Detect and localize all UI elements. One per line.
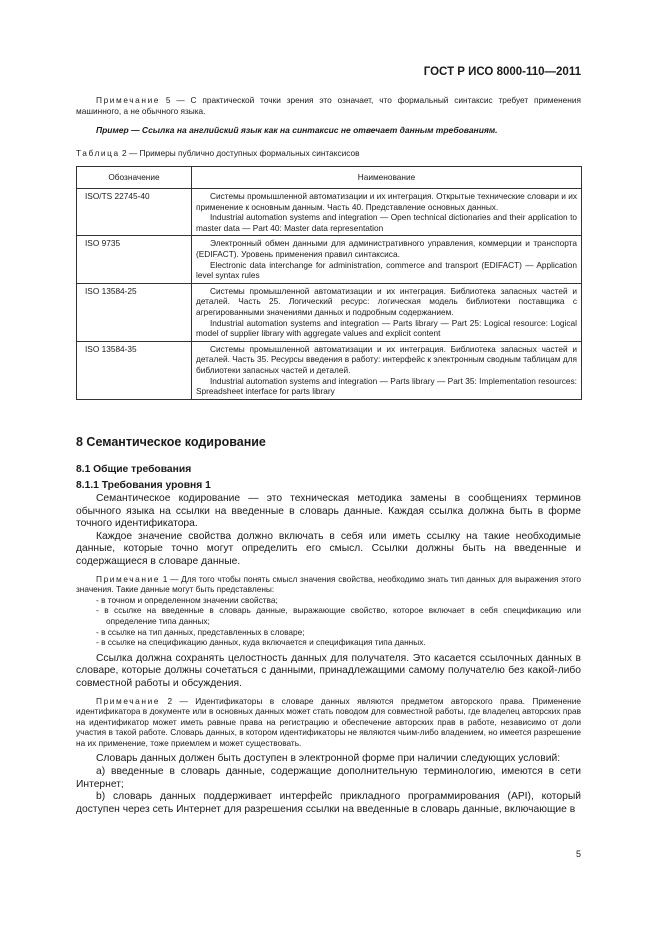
title-en: Industrial automation systems and integration — Open technical dictionaries and their application to master data — Part 40: Master data representation [196, 212, 577, 233]
paragraph: b) словарь данных поддерживает интерфейс прикладного программирования (API), который доступен через сеть Интернет для разрешения ссылки на введенные в словарь данные, включающие в [76, 791, 581, 815]
table-cell-code: ISO 13584-35 [77, 341, 192, 399]
list-item: - в ссылке на введенные в словарь данные, выражающие свойство, которое включает в себя спецификацию или определение типа данных; [96, 605, 581, 626]
table-cell-code: ISO/TS 22745-40 [77, 189, 192, 236]
note-text: 5 — С практической точки зрения это означает, что формальный синтаксис требует применения машинного, а не обычного языка. [76, 95, 581, 116]
table-caption-text: 2 — Примеры публично доступных формальных синтаксисов [119, 148, 360, 158]
table-header-code: Обозначение [77, 167, 192, 189]
note-label: Примечание [96, 573, 161, 584]
table-header-row [77, 167, 582, 189]
table-row [77, 283, 582, 341]
document-header: ГОСТ Р ИСО 8000-110—2011 [423, 66, 581, 78]
title-ru: Системы промышленной автоматизации и их интеграция. Библиотека запасных частей и деталей. Часть 35. Ресурсы введения в работу: интерфейс к электронным сводным таблицам для библиотеки запасных частей и деталей. [196, 343, 577, 375]
note-2 [76, 696, 581, 749]
note-5 [76, 95, 581, 116]
table-cell-name [192, 283, 582, 341]
list-item: - в ссылке на тип данных, представленных в словаре; [96, 626, 305, 637]
table-cell-name [192, 341, 582, 399]
page-number: 5 [575, 849, 581, 859]
paragraph: Словарь данных должен быть доступен в электронной форме при наличии следующих условий: [96, 753, 561, 765]
title-ru: Системы промышленной автоматизации и их интеграция. Библиотека запасных частей и деталей. Часть 25. Логический ресурс: логическая модель библиотеки поставщика с агрегированными значениями данных и подробным содержанием. [196, 285, 577, 317]
table-row [77, 341, 582, 399]
paragraph: а) введенные в словарь данные, содержащие дополнительную терминологию, имеются в сети Интернет; [76, 766, 581, 790]
section-8-heading: 8 Семантическое кодирование [76, 435, 266, 449]
note-label: Примечание [96, 95, 161, 105]
paragraph: Семантическое кодирование — это техническая методика замены в сообщениях терминов обычного языка на ссылки на введенные в словарь данные. Каждая ссылка должна быть в форме точного идентификатора. [76, 493, 581, 530]
paragraph: Ссылка должна сохранять целостность данных для получателя. Это касается ссылочных данных в словаре, которые должны сочетаться с данными, принадлежащими самому получателю без какой-либо совместной работы и обсуждения. [76, 652, 581, 689]
section-8-1-1-heading: 8.1.1 Требования уровня 1 [76, 480, 211, 491]
table-caption-label: Таблица [76, 148, 120, 158]
table-cell-name [192, 189, 582, 236]
table-row [77, 189, 582, 236]
section-8-1-heading: 8.1 Общие требования [76, 464, 192, 475]
body-text-block [76, 493, 581, 816]
list-item: - в точном и определенном значении свойства; [96, 594, 278, 605]
title-ru: Электронный обмен данными для административного управления, коммерции и транспорта (EDIFACT). Уровень применения правил синтаксиса. [196, 238, 577, 259]
title-en: Industrial automation systems and integration — Parts library — Part 25: Logical resource: Logical model of supplier library with aggregate values and explicit content [196, 317, 577, 339]
table-row [77, 236, 582, 283]
table-header-name: Наименование [192, 167, 582, 189]
title-en: Electronic data interchange for administration, commerce and transport (EDIFACT) — Application level syntax rules [196, 259, 577, 281]
example-line [76, 125, 581, 136]
table-cell-code: ISO 13584-25 [77, 283, 192, 341]
paragraph: Каждое значение свойства должно включать в себя или иметь ссылку на такие необходимые данные, которые точно могут определить его смысл. Ссылки должны быть на введенные и содержащиеся в словаре данные. [76, 530, 581, 567]
note-text: 2 — Идентификаторы в словаре данных являются предметом авторского права. Применение идентификатора в документе или в основных данных может стать поводом для совместной работы, где владелец авторских прав на идентификатор может иметь равные права на регистрацию и обеспечение авторских прав в работе, независимо от доли участия в такой работе. Словарь данных, в котором идентификаторы не являются чьим-либо владением, но имеется разрешение на их применение, тоже приемлем и может существовать. [76, 695, 581, 748]
note-label: Примечание [96, 695, 161, 706]
table-cell-code: ISO 9735 [77, 236, 192, 283]
note-1 [76, 574, 581, 648]
example-text: Пример — Ссылка на английский язык как на синтаксис не отвечает данным требованиям. [96, 125, 498, 135]
title-en: Industrial automation systems and integration — Parts library — Part 35: Implementation resources: Spreadsheet interface for parts library [196, 375, 577, 397]
note-text: 1 — Для того чтобы понять смысл значения свойства, необходимо знать тип данных для выражения этого значения. Такие данные могут быть представлены: [76, 573, 581, 595]
list-item: - в ссылке на спецификацию данных, куда включается и спецификация типа данных. [96, 637, 426, 648]
note-1-list [76, 595, 581, 648]
syntax-table [76, 166, 582, 400]
title-ru: Системы промышленной автоматизации и их интеграция. Открытые технические словари и их применение к основным данным. Часть 40. Представление основных данных. [196, 191, 577, 212]
table-cell-name [192, 236, 582, 283]
table-caption [76, 148, 581, 159]
